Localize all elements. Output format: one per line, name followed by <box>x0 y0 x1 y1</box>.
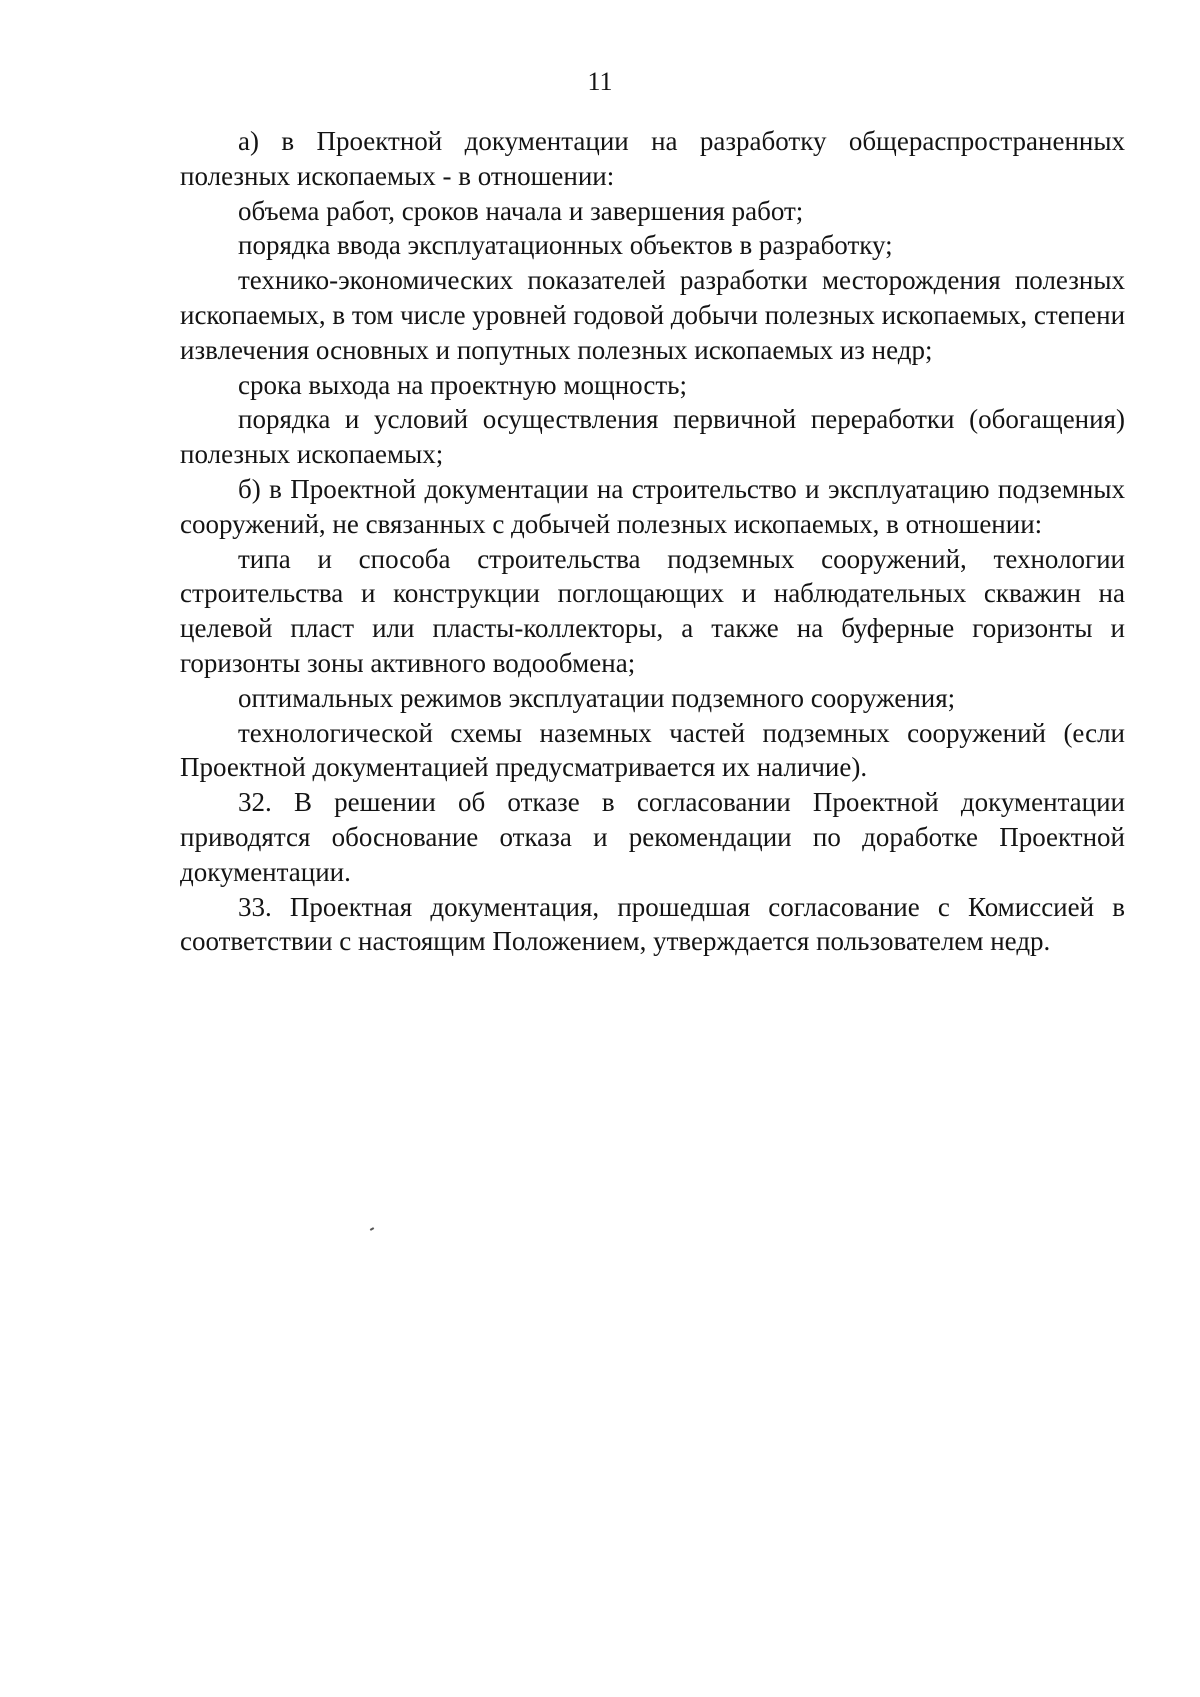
paragraph-32-refusal: 32. В решении об отказе в согласовании Проектной документации приводятся обоснование отказа и рекомендации по доработке Проектной документации. <box>180 787 1125 887</box>
scan-speck <box>370 1227 374 1231</box>
paragraph-a-intro: а) в Проектной документации на разработку общераспространенных полезных ископаемых - в отношении: <box>180 126 1125 191</box>
paragraph-work-volume: объема работ, сроков начала и завершения работ; <box>238 195 804 226</box>
document-body <box>180 124 1125 959</box>
page-number: 11 <box>587 67 613 96</box>
paragraph-commissioning-order: порядка ввода эксплуатационных объектов в разработку; <box>238 230 893 261</box>
paragraph-surface-scheme: технологической схемы наземных частей подземных сооружений (если Проектной документацией предусматривается их наличие). <box>180 717 1125 783</box>
paragraph-33-approval: 33. Проектная документация, прошедшая согласование с Комиссией в соответствии с настоящим Положением, утверждается пользователем недр. <box>180 891 1125 957</box>
paragraph-operating-modes: оптимальных режимов эксплуатации подземного сооружения; <box>238 682 956 713</box>
paragraph-primary-processing: порядка и условий осуществления первичной переработки (обогащения) полезных ископаемых; <box>180 404 1125 470</box>
paragraph-technical-economic: технико-экономических показателей разработки месторождения полезных ископаемых, в том числе уровней годовой добычи полезных ископаемых, степени извлечения основных и попутных полезных ископаемых из недр; <box>180 265 1126 365</box>
paragraph-construction-type: типа и способа строительства подземных сооружений, технологии строительства и конструкции поглощающих и наблюдательных скважин на целевой пласт или пласты-коллекторы, а также на буферные горизонты и горизонты зоны активного водообмена; <box>180 543 1125 678</box>
paragraph-design-capacity: срока выхода на проектную мощность; <box>238 369 687 400</box>
paragraph-b-intro: б) в Проектной документации на строительство и эксплуатацию подземных сооружений, не связанных с добычей полезных ископаемых, в отношении: <box>180 473 1125 539</box>
